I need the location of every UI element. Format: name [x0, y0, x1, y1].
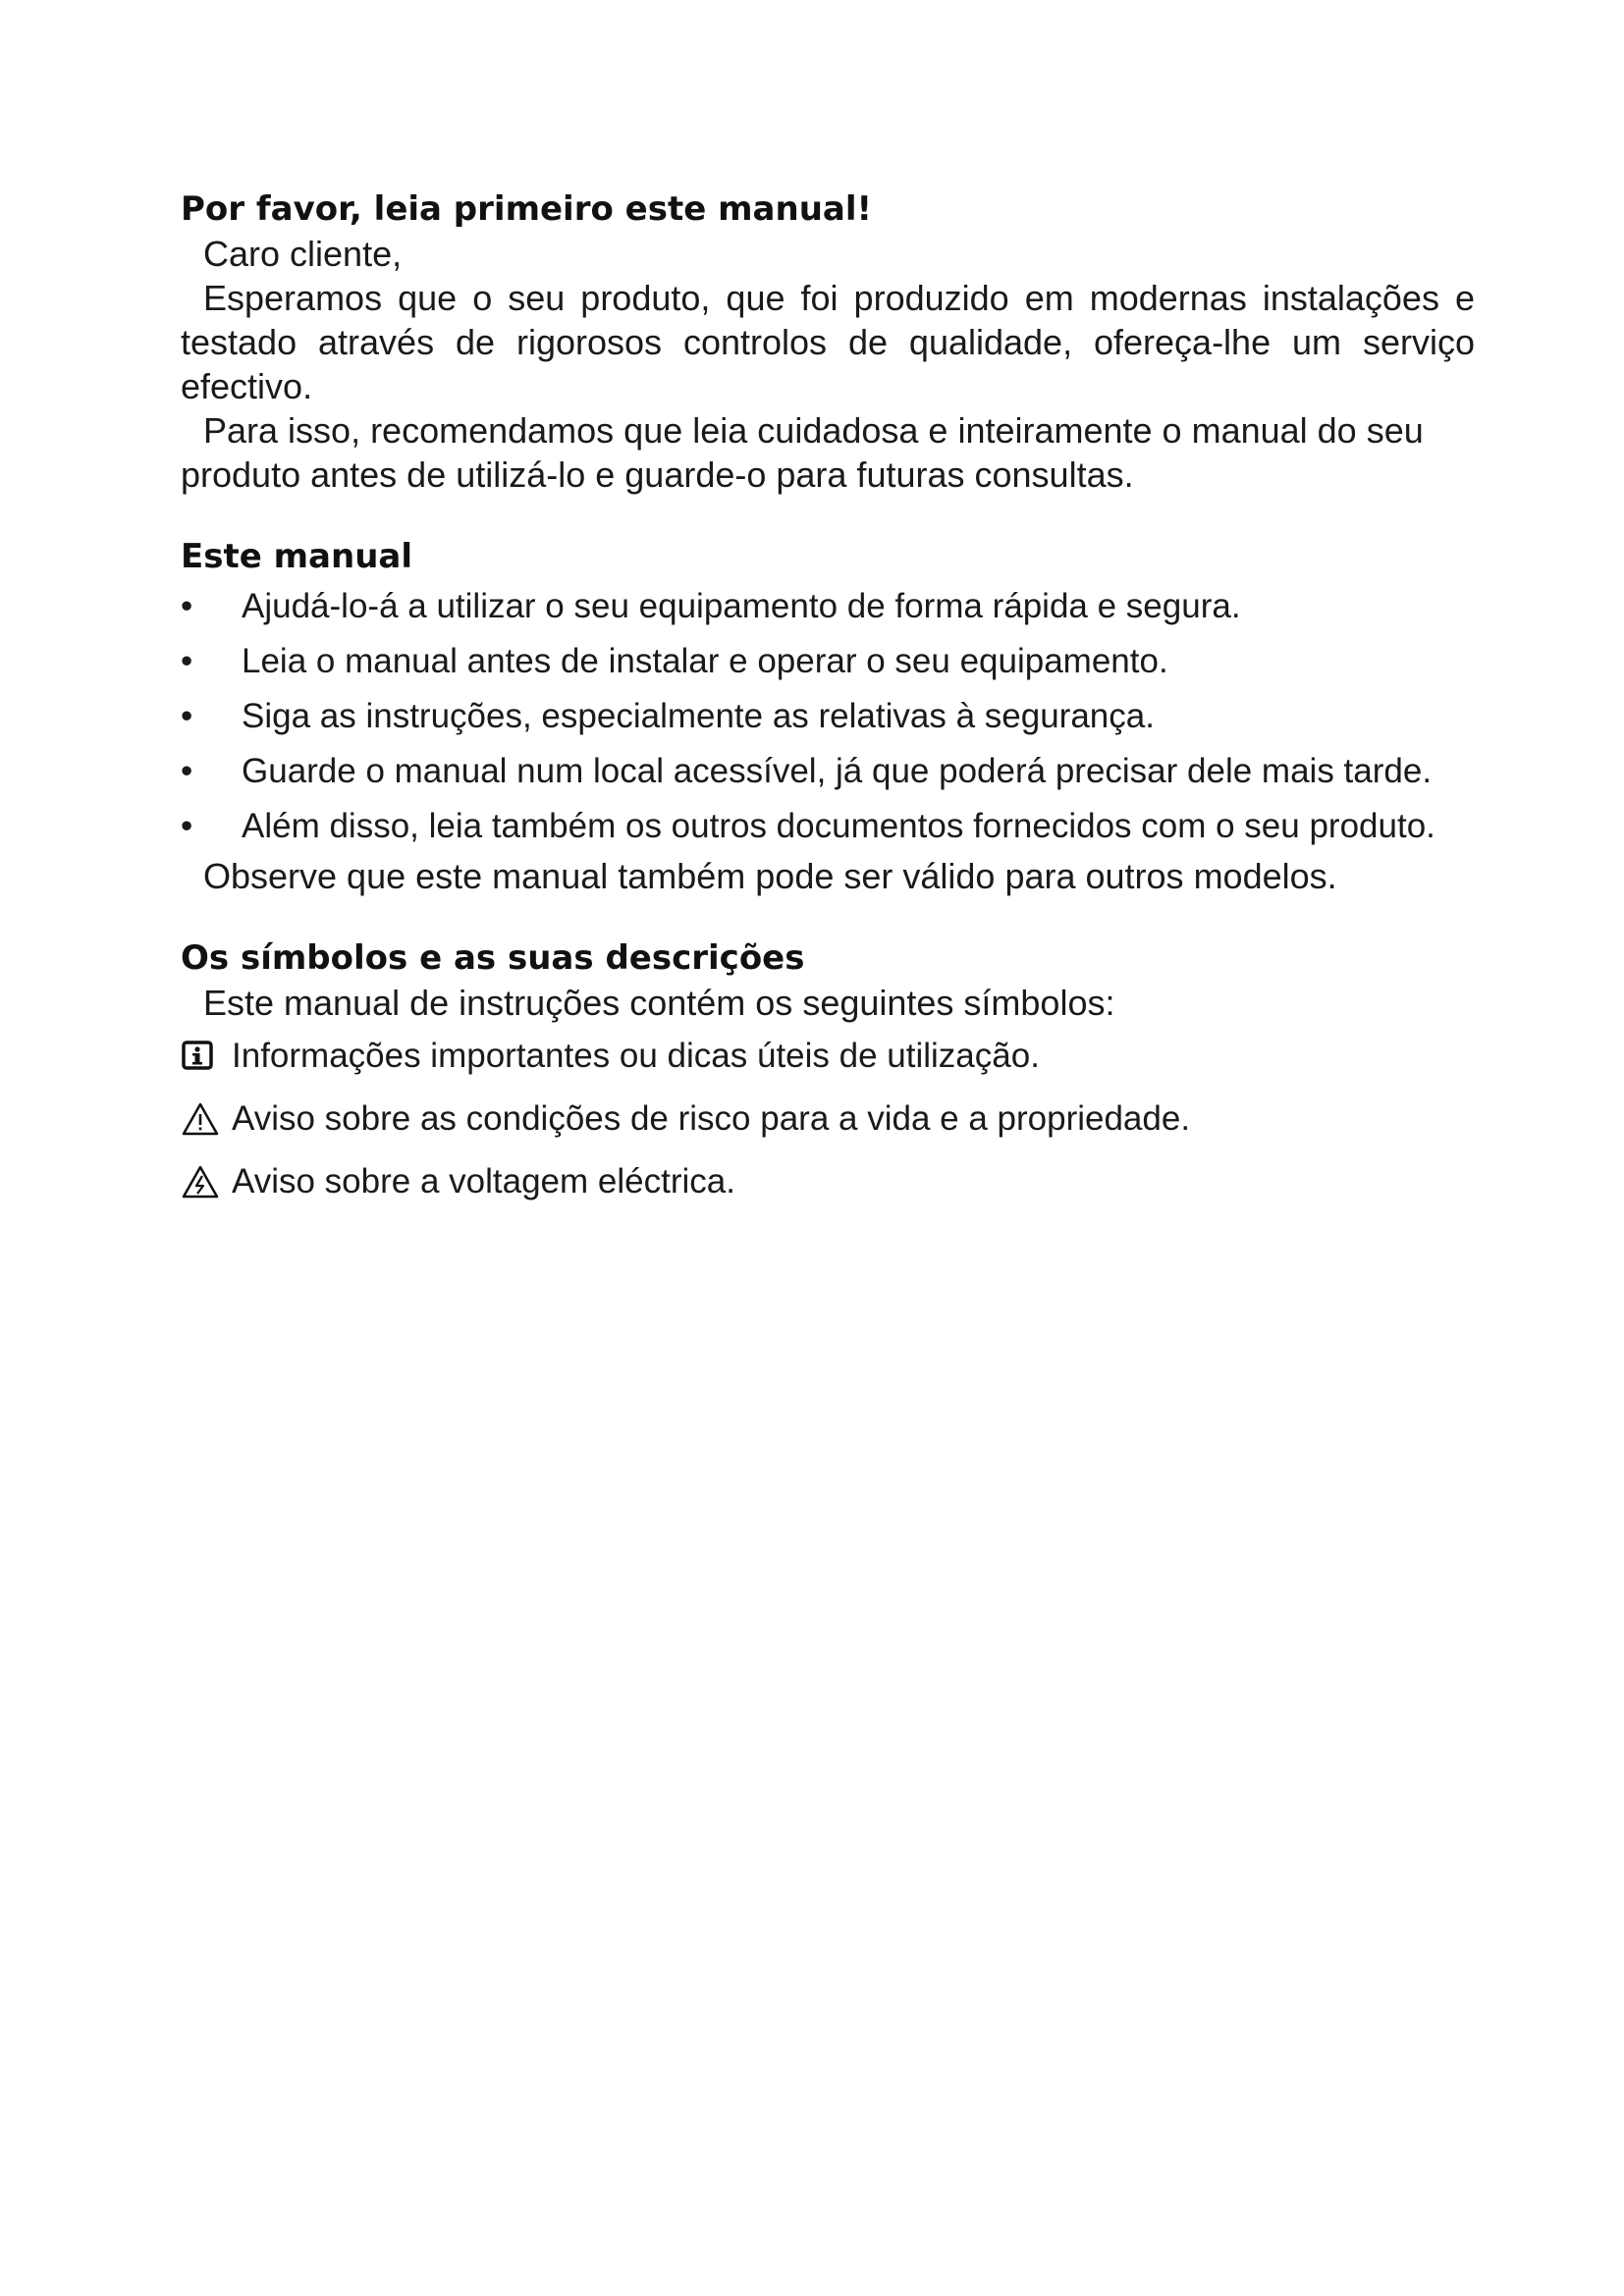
warning-triangle-icon	[181, 1101, 222, 1137]
symbol-item-warning	[181, 1088, 1475, 1150]
symbols-section	[181, 935, 1475, 1213]
symbol-item-text: Informações importantes ou dicas úteis de utilização.	[232, 1037, 1040, 1075]
bullet-icon: •	[181, 587, 193, 625]
list-item-text: Leia o manual antes de instalar e operar o seu equipamento.	[242, 642, 1168, 680]
list-item	[181, 799, 1475, 854]
info-icon	[181, 1039, 222, 1074]
list-item	[181, 579, 1475, 634]
symbols-heading: Os símbolos e as suas descrições	[181, 938, 805, 978]
bullet-icon: •	[181, 697, 193, 735]
intro-section	[181, 187, 1475, 497]
list-item-text: Guarde o manual num local acessível, já que poderá precisar dele mais tarde.	[242, 752, 1433, 790]
greeting: Caro cliente,	[203, 234, 403, 274]
manual-section	[181, 534, 1475, 898]
symbols-intro: Este manual de instruções contém os seguintes símbolos:	[203, 983, 1115, 1023]
list-item	[181, 744, 1475, 799]
list-item	[181, 634, 1475, 689]
bullet-icon: •	[181, 642, 193, 680]
manual-heading: Este manual	[181, 537, 412, 576]
electric-warning-icon	[181, 1164, 222, 1200]
symbol-item-info	[181, 1025, 1475, 1088]
list-item	[181, 689, 1475, 744]
manual-page	[181, 187, 1475, 1213]
manual-bullet-list	[181, 579, 1475, 854]
list-item-text: Siga as instruções, especialmente as relativas à segurança.	[242, 697, 1155, 735]
list-item-text: Ajudá-lo-á a utilizar o seu equipamento de forma rápida e segura.	[242, 587, 1241, 625]
intro-heading: Por favor, leia primeiro este manual!	[181, 189, 873, 229]
manual-note: Observe que este manual também pode ser válido para outros modelos.	[203, 856, 1337, 896]
symbol-item-text: Aviso sobre as condições de risco para a vida e a propriedade.	[232, 1099, 1191, 1138]
intro-paragraph-2: Para isso, recomendamos que leia cuidadosa e inteiramente o manual do seu produto antes de utilizá-lo e guarde-o para futuras consultas.	[181, 410, 1424, 495]
bullet-icon: •	[181, 752, 193, 790]
intro-paragraph-1: Esperamos que o seu produto, que foi produzido em modernas instalações e testado através de rigorosos controlos de qualidade, ofereça-lhe um serviço efectivo.	[181, 278, 1475, 406]
symbol-item-text: Aviso sobre a voltagem eléctrica.	[232, 1162, 735, 1201]
list-item-text: Além disso, leia também os outros documentos fornecidos com o seu produto.	[242, 807, 1435, 845]
symbol-item-electric	[181, 1150, 1475, 1213]
bullet-icon: •	[181, 807, 193, 845]
